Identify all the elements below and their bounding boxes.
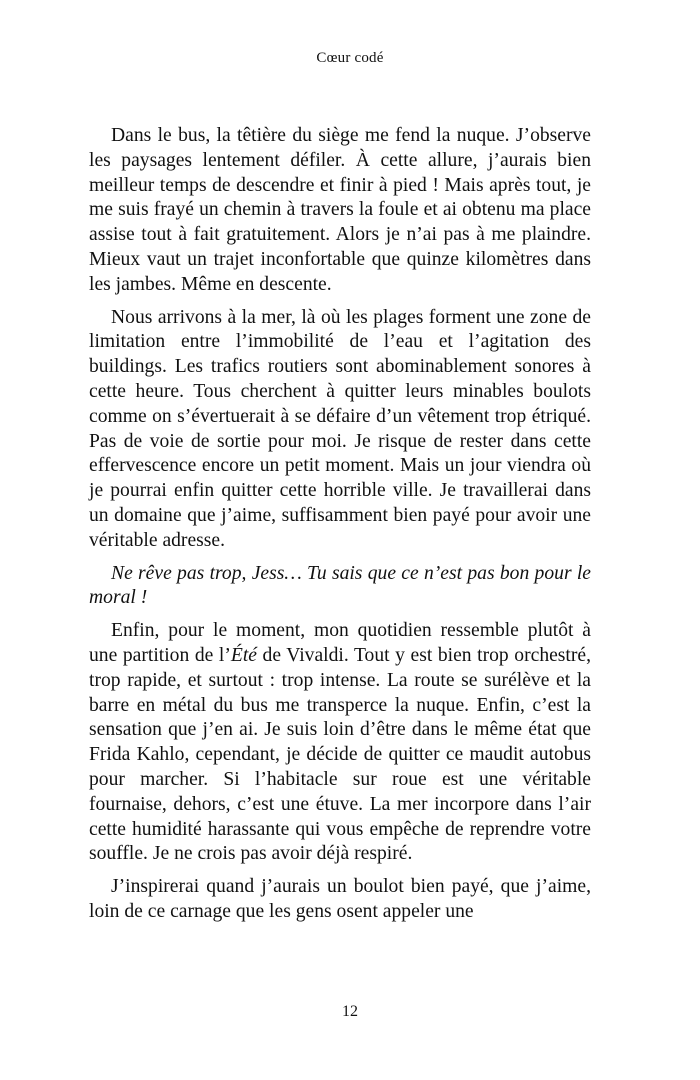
italic-paragraph [89, 562, 591, 612]
paragraph-text: Enfin, pour le moment, mon quotidien ressemble plutôt à une partition de l’ [89, 620, 591, 666]
paragraph-text: J’inspirerai quand j’aurais un boulot bien payé, que j’aime, loin de ce carnage que les gens osent appeler une [89, 876, 591, 922]
paragraph [89, 124, 591, 298]
paragraph [89, 875, 591, 925]
page-number: 12 [342, 1003, 358, 1020]
body-text [89, 124, 591, 933]
paragraph-text: Ne rêve pas trop, Jess… Tu sais que ce n’est pas bon pour le moral ! [89, 562, 591, 609]
paragraph-text: de Vivaldi. Tout y est bien trop orchestré, trop rapide, et surtout : trop intense. La route se surélève et la barre en métal du bus me transperce la nuque. Enfin, c’est la sensation que j’en ai. Je suis loin d’être dans le même état que Frida Kahlo, cependant, je décide de quitter ce maudit autobus pour marcher. Si l’habitacle sur roue est une véritable fournaise, dehors, c’est une étuve. La mer incorpore dans l’air cette humidité harassante qui vous empêche de reprendre votre souffle. Je ne crois pas avoir déjà respiré. [89, 644, 591, 865]
paragraph [89, 619, 591, 867]
work-title: Été [230, 644, 257, 666]
running-header: Cœur codé [316, 50, 384, 66]
paragraph-text: Dans le bus, la têtière du siège me fend la nuque. J’observe les paysages lentement défiler. À cette allure, j’aurais bien meilleur temps de descendre et finir à pied ! Mais après tout, je me suis frayé un chemin à travers la foule et ai obtenu ma place assise tout à fait gratuitement. Alors je n’ai pas à me plaindre. Mieux vaut un trajet inconfortable que quinze kilomètres dans les jambes. Même en descente. [89, 125, 591, 295]
paragraph [89, 306, 591, 554]
paragraph-text: Nous arrivons à la mer, là où les plages forment une zone de limitation entre l’immobilité de l’eau et l’agitation des buildings. Les trafics routiers sont abominablement sonores à cette heure. Tous cherchent à quitter leurs minables boulots comme on s’évertuerait à se défaire d’un vêtement trop étriqué. Pas de voie de sortie pour moi. Je risque de rester dans cette effervescence encore un petit moment. Mais un jour viendra où je pourrai enfin quitter cette horrible ville. Je travaillerai dans un domaine que j’aime, suffisamment bien payé pour avoir une véritable adresse. [89, 306, 591, 551]
